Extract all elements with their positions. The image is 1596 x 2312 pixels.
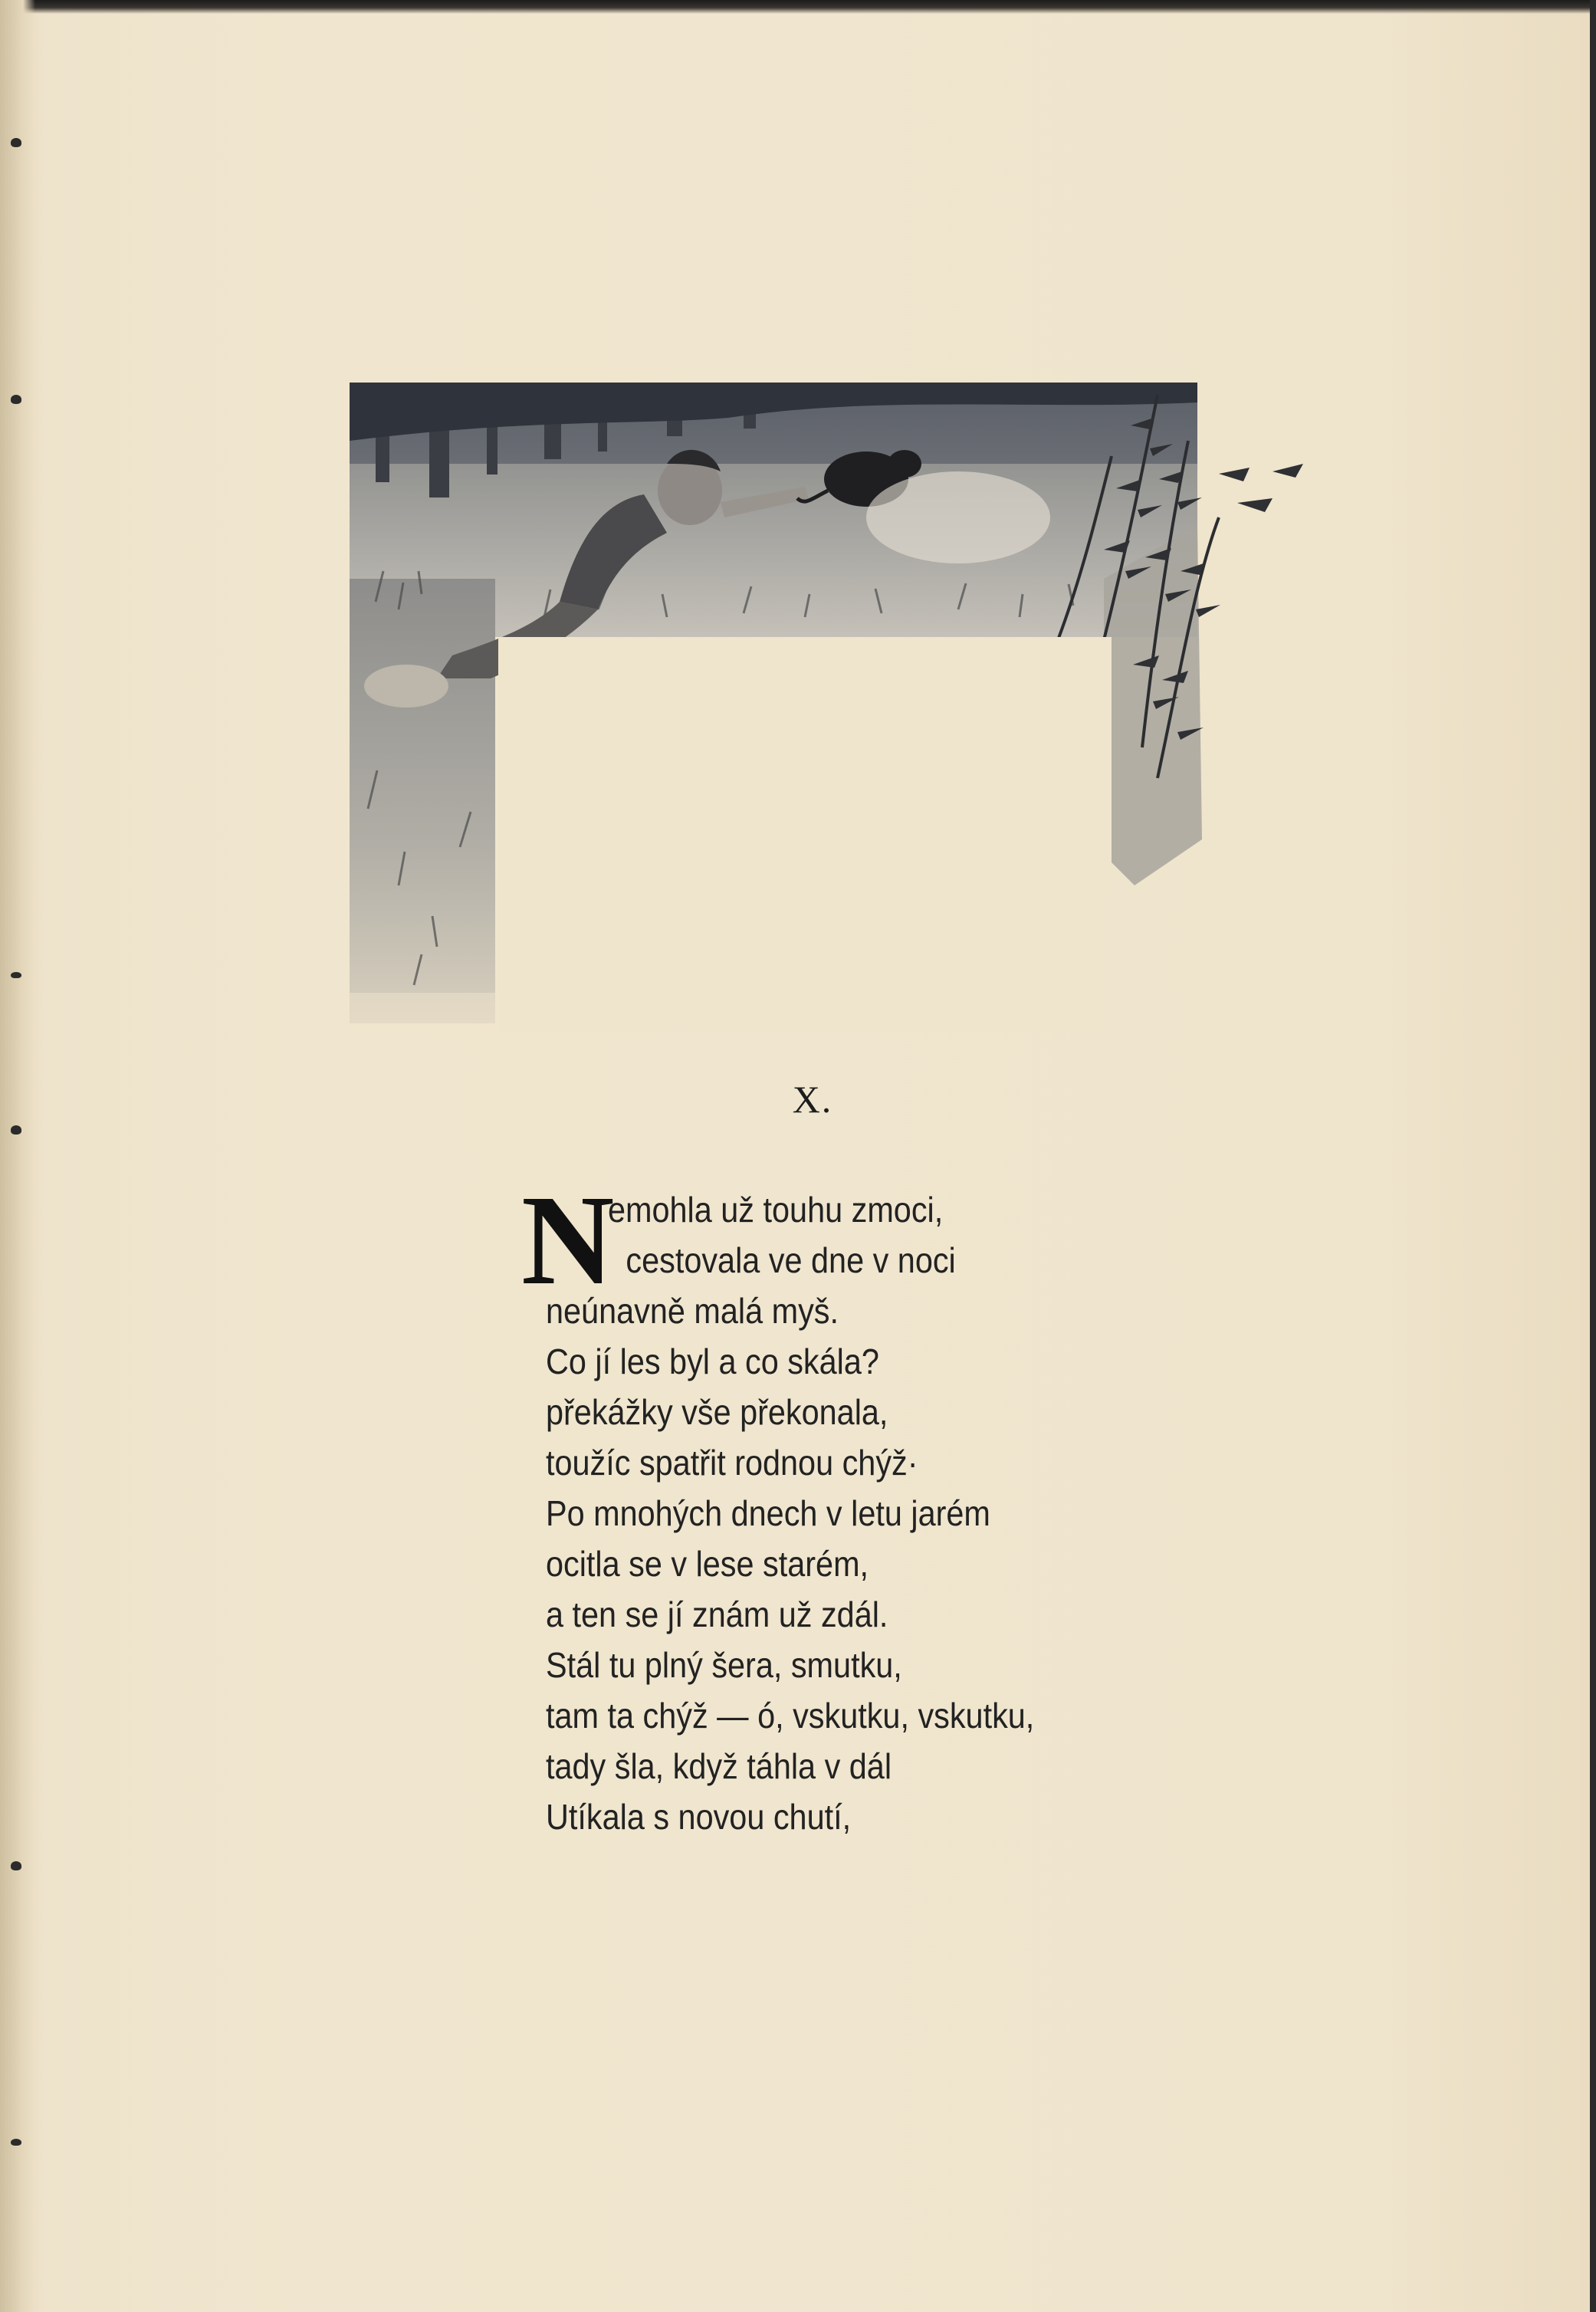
poem-line: toužíc spatřit rodnou chýž· bbox=[546, 1443, 918, 1483]
binding-mark bbox=[11, 1861, 21, 1870]
poem-line: cestovala ve dne v noci bbox=[626, 1240, 956, 1280]
binding-mark bbox=[11, 395, 21, 404]
poem-line: a ten se jí znám už zdál. bbox=[546, 1594, 888, 1634]
poem-text bbox=[546, 1184, 1167, 1842]
poem-line: Co jí les byl a co skála? bbox=[546, 1342, 879, 1381]
poem-line: Utíkala s novou chutí, bbox=[546, 1797, 852, 1837]
poem-line: neúnavně malá myš. bbox=[546, 1291, 839, 1331]
poem-line: ocitla se v lese starém, bbox=[546, 1544, 869, 1584]
poem-line: emohla už touhu zmoci, bbox=[608, 1190, 944, 1230]
binding-mark bbox=[11, 972, 21, 978]
page-top-edge bbox=[0, 0, 1596, 14]
binding-mark bbox=[11, 2139, 21, 2146]
illustration-cutout bbox=[498, 637, 1104, 1031]
chapter-number: X. bbox=[792, 1078, 833, 1121]
poem-line: Stál tu plný šera, smutku, bbox=[546, 1645, 902, 1685]
page-binding-edge bbox=[0, 0, 35, 2312]
page-right-edge bbox=[1590, 0, 1596, 2312]
chapter-illustration bbox=[345, 349, 1341, 1031]
poem-line: tady šla, když táhla v dál bbox=[546, 1746, 892, 1786]
poem-line: tam ta chýž — ó, vskutku, vskutku, bbox=[546, 1696, 1035, 1736]
illustration-light-patch bbox=[866, 471, 1050, 563]
illustration-left-column bbox=[350, 579, 495, 1023]
poem-line: Po mnohých dnech v letu jarém bbox=[546, 1493, 990, 1533]
poem-line: překážky vše překonala, bbox=[546, 1392, 888, 1432]
binding-mark bbox=[11, 138, 21, 147]
binding-mark bbox=[11, 1125, 21, 1135]
poem-initial-letter: N bbox=[521, 1169, 615, 1312]
